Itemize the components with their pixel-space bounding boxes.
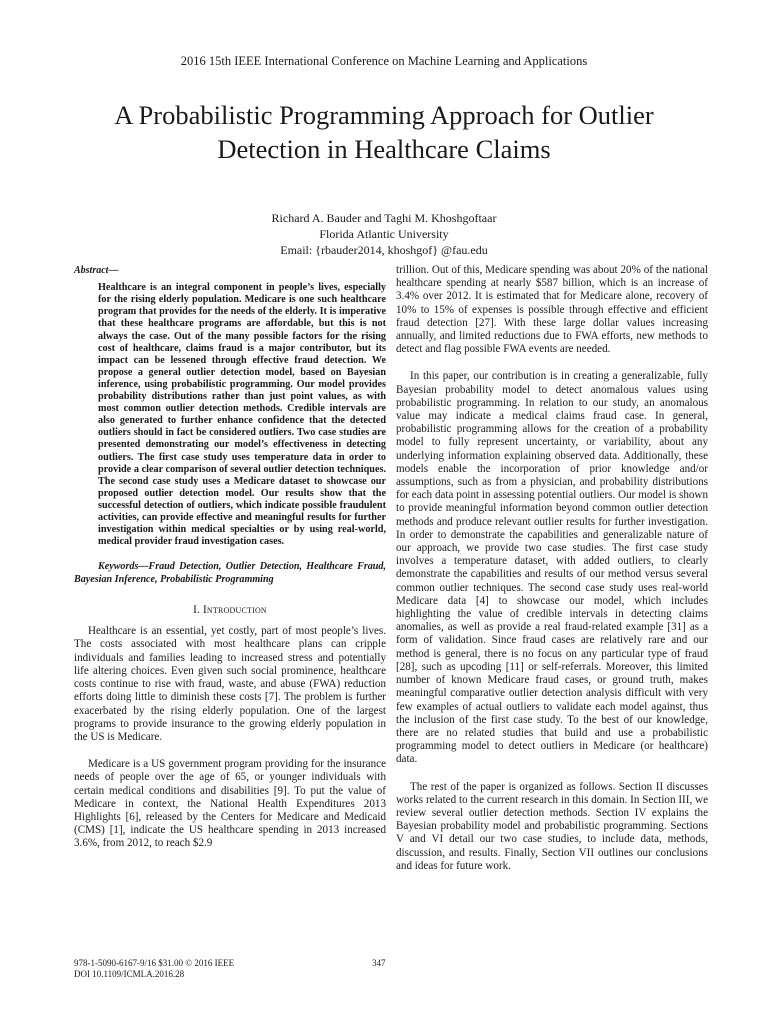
footer-isbn: 978-1-5090-6167-9/16 $31.00 © 2016 IEEE	[74, 958, 235, 968]
footer-publication-info	[74, 958, 234, 980]
right-paragraph-1: trillion. Out of this, Medicare spending was about 20% of the national healthcare spending at nearly $587 billion, which is an increase of 3.4% over 2012. It is estimated that for Medicare alone, recovery of 10% to 15% of expenses is possible through effective and efficient fraud detection [27]. With these large dollar values increasing annually, and limited reductions due to FWA efforts, new methods to detect and flag possible FWA events are needed.	[396, 264, 708, 356]
right-paragraph-2: In this paper, our contribution is in creating a generalizable, fully Bayesian probability model to detect anomalous values using probabilistic programming. In relation to our study, an anomalous value may indicate a medical claims fraud case. In general, probabilistic programming allows for the creation of a probability model to fully represent uncertainty, or variability, about any underlying information explaining observed data. Additionally, these models enable the incorporation of prior knowledge and/or assumptions, such as from a physician, and probability distributions for each data point in assessing potential outliers. Our model is shown to provide meaningful information beyond common outlier detection methods and produce relevant outlier results for further investigation. In order to demonstrate the capabilities and generalizable nature of our approach, we provide two case studies. The first case study involves a temperature dataset, with added outliers, to clearly demonstrate the capabilities and results of our method versus several common outlier techniques. The second case study uses real-world Medicare data [4] to showcase our model, which includes highlighting the value of credible intervals in detecting claims anomalies, as well as provide a real fraud-related example [31] as a form of validation. Since fraud cases are relatively rare and our method is general, there is no focus on any particular type of fraud [28], such as upcoding [11] or self-referrals. Moreover, this limited number of known Medicare fraud cases, or ground truth, makes meaningful comparative outlier detection analysis difficult with very few examples of actual outliers to validate each model against, thus the inclusion of the first case study. To the best of our knowledge, there are no related studies that build and use a probabilistic programming model to detect outliers in Medicare (or healthcare) data.	[396, 370, 708, 766]
conference-header: 2016 15th IEEE International Conference on Machine Learning and Applications	[180, 54, 588, 68]
author-block	[0, 210, 768, 258]
keywords: Keywords—Fraud Detection, Outlier Detection, Healthcare Fraud, Bayesian Inference, Probabilistic Programming	[74, 561, 386, 585]
abstract-text: Healthcare is an integral component in people’s lives, especially for the rising elderly population. Medicare is one such healthcare program that provides for the needs of the elderly. It is imperative that these healthcare programs are affordable, but this is not always the case. Out of the many possible factors for the rising cost of healthcare, claims fraud is a major contributor, but its impact can be lessened through effective fraud detection. We propose a general outlier detection model, based on Bayesian inference, using probabilistic programming. Our model provides probability distributions rather than just point values, as with most common outlier detection methods. Credible intervals are also generated to further enhance confidence that the detected outliers should in fact be considered outliers. Two case studies are presented demonstrating our model’s effectiveness in detecting outliers. The first case study uses temperature data in order to provide a clear comparison of several outlier detection techniques. The second case study uses a Medicare dataset to showcase our proposed outlier detection model. Our results show that the successful detection of outliers, which indicate possible fraudulent activities, can provide effective and meaningful results for further investigation within medical specialties or by using real-world, medical provider fraud investigation cases.	[98, 282, 386, 548]
left-column	[74, 264, 386, 865]
author-names: Richard A. Bauder and Taghi M. Khoshgoftaar	[271, 211, 497, 225]
intro-paragraph-2: Medicare is a US government program providing for the insurance needs of people over the age of 65, or younger individuals with certain medical conditions and disabilities [9]. To put the value of Medicare in context, the National Health Expenditures 2013 Highlights [6], released by the Centers for Medicare and Medicaid (CMS) [1], indicate the US healthcare spending in 2013 increased 3.6%, from 2012, to reach $2.9	[74, 758, 386, 850]
right-paragraph-3: The rest of the paper is organized as follows. Section II discusses works related to the current research in this domain. In Section III, we review several outlier detection methods. Section IV explains the Bayesian probability model and probabilistic programming. Sections V and VI detail our two case studies, to include data, methods, discussion, and results. Finally, Section VII outlines our conclusions and ideas for future work.	[396, 780, 708, 872]
page-number: 347	[372, 958, 386, 968]
abstract-label: Abstract—	[74, 265, 119, 276]
section-heading-introduction: I. Introduction	[193, 604, 267, 617]
right-column	[396, 264, 708, 887]
paper-title: A Probabilistic Programming Approach for Outlier Detection in Healthcare Claims	[114, 100, 654, 164]
footer-doi: DOI 10.1109/ICMLA.2016.28	[74, 969, 185, 979]
author-email: Email: {rbauder2014, khoshgof} @fau.edu	[280, 243, 488, 257]
author-affiliation: Florida Atlantic University	[319, 227, 449, 241]
intro-paragraph-1: Healthcare is an essential, yet costly, part of most people’s lives. The costs associated with most healthcare plans can cripple individuals and families leading to increased stress and potentially life altering choices. Even given such social prominence, healthcare costs continue to rise with fraud, waste, and abuse (FWA) reduction efforts doing little to diminish these costs [7]. The problem is further exacerbated by the rising elderly population. One of the largest programs to provide insurance to the growing elderly population in the US is Medicare.	[74, 625, 386, 743]
